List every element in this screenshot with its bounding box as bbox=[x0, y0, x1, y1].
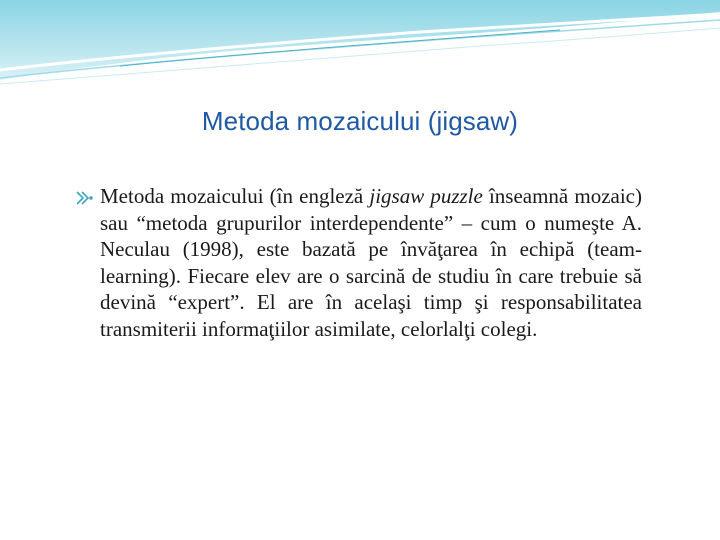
paragraph-part-2: înseamnă mozaic) sau “metoda grupurilor interdependente” – cum o numeşte A. Neculau (1998), este bazată pe învăţarea în echipă (team-learning). Fiecare elev are o sarcină de studiu în care trebuie să devină “expert”. El are în acelaşi timp şi responsabilitatea transmiterii informaţiilor asimilate, celorlalţi colegi. bbox=[100, 184, 642, 341]
top-wave-decoration bbox=[0, 0, 720, 90]
body-text-block bbox=[76, 183, 642, 342]
slide-title: Metoda mozaicului (jigsaw) bbox=[201, 106, 519, 136]
bullet-icon bbox=[74, 188, 94, 208]
paragraph-part-1: Metoda mozaicului (în engleză bbox=[100, 184, 370, 208]
paragraph-italic-term: jigsaw puzzle bbox=[369, 184, 483, 208]
paragraph bbox=[76, 183, 642, 342]
